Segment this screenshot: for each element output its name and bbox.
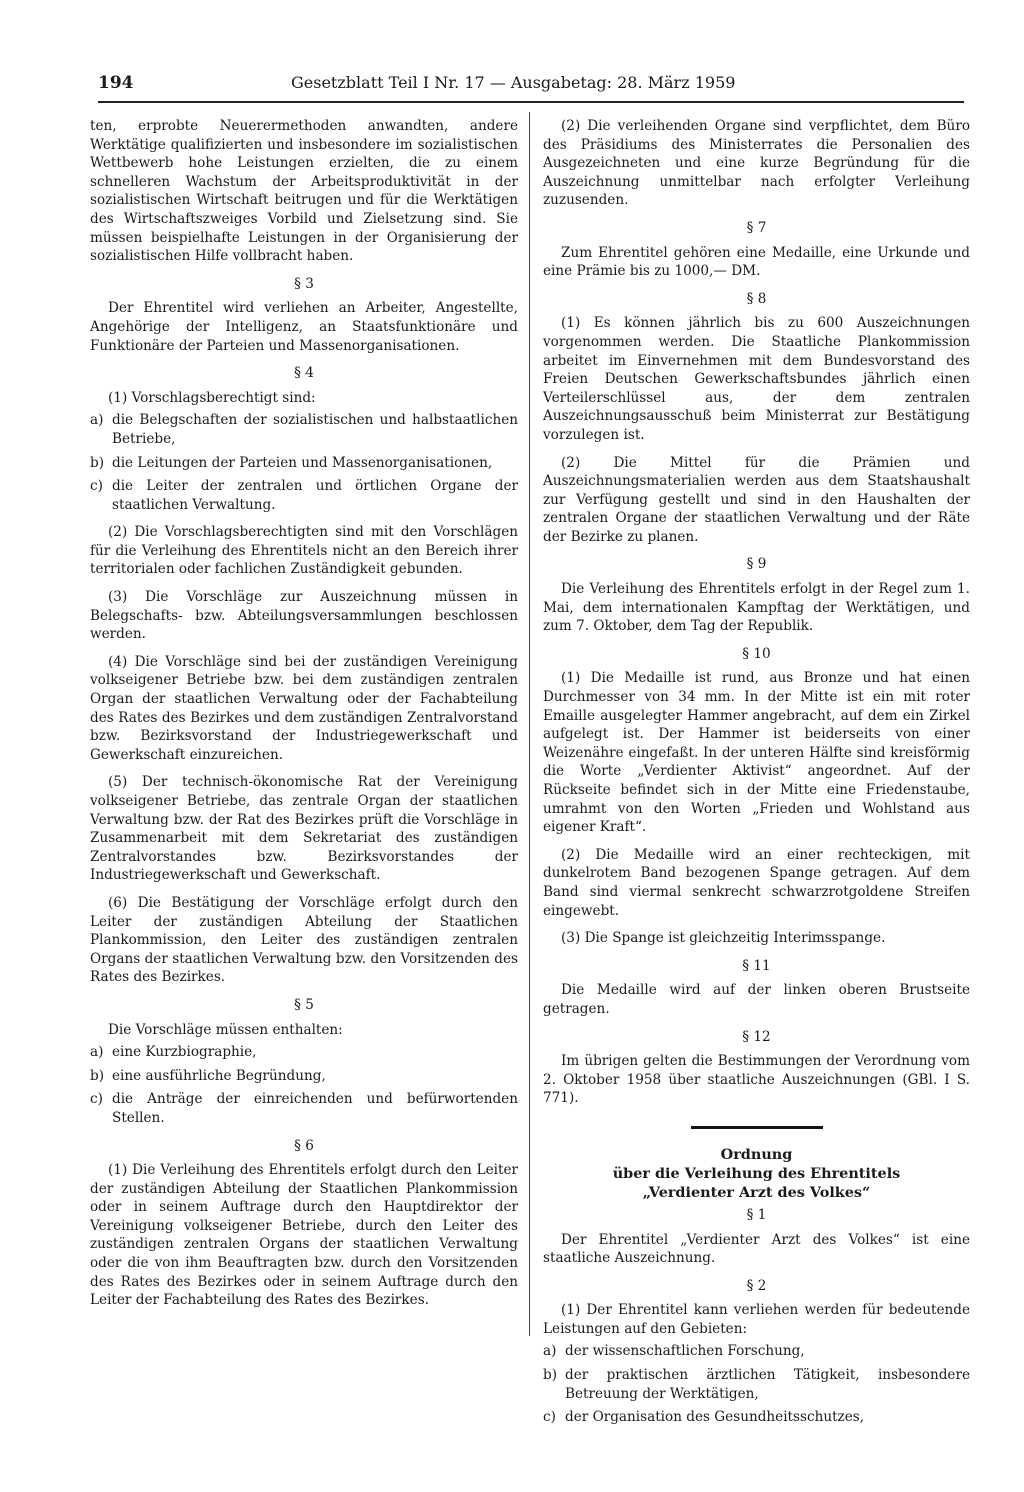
list-text: die Leitungen der Parteien und Massenorganisationen, [112, 454, 493, 471]
list-item [90, 454, 518, 473]
list-label: b) [90, 454, 105, 471]
section-heading-7: § 7 [746, 219, 767, 236]
list-text: eine Kurzbiographie, [112, 1044, 257, 1061]
list-text: die Anträge der einreichenden und befürwortenden Stellen. [112, 1091, 518, 1126]
list-label: a) [90, 1044, 104, 1061]
paragraph-s6-2: (2) Die verleihenden Organe sind verpflichtet, dem Büro des Präsidiums des Ministerrates die Personalien des Ausgezeichneten und eine kurze Begründung für die Auszeichnung unmittelbar nach erfolgter Verleihung zuzusenden. [543, 118, 970, 209]
ordinance-title-line-1: Ordnung [720, 1145, 793, 1163]
section-heading-6: § 6 [294, 1137, 314, 1154]
paragraph-s4-4: (4) Die Vorschläge sind bei der zuständigen Vereinigung volkseigener Betriebe bzw. bei dem zuständigen zentralen Organ der staatlichen Verwaltung oder der Fachabteilung des Rates des Bezirkes und dem zuständigen Zentralvorstand bzw. Bezirksvorstand der Industriegewerkschaft und Gewerkschaft einzureichen. [90, 653, 518, 763]
paragraph-s3: Der Ehrentitel wird verliehen an Arbeiter, Angestellte, Angehörige der Intelligenz, an Staatsfunktionäre und Funktionäre der Parteien und Massenorganisationen. [90, 300, 518, 354]
list-text: der wissenschaftlichen Forschung, [565, 1343, 805, 1360]
paragraph-s10-3: (3) Die Spange ist gleichzeitig Interimsspange. [561, 930, 886, 947]
section-heading-12: § 12 [742, 1028, 771, 1045]
paragraph-s10-1: (1) Die Medaille ist rund, aus Bronze und hat einen Durchmesser von 34 mm. In der Mitte ist ein mit roter Emaille ausgelegter Hammer angebracht, auf dem ein Zirkel aufgelegt ist. Der Hammer ist beiderseits von einer Weizenähre eingefaßt. In der unteren Hälfte sind kreisförmig die Worte „Verdienter Aktivist“ angeordnet. Auf der Rückseite befindet sich in der Mitte eine Friedenstaube, umrahmt von den Worten „Frieden und Wohlstand aus eigener Kraft“. [543, 670, 970, 836]
list-item [90, 1090, 518, 1127]
list-text: eine ausführliche Begründung, [112, 1067, 326, 1084]
section-heading-8: § 8 [746, 290, 767, 307]
list-text: der Organisation des Gesundheitsschutzes, [565, 1409, 865, 1426]
list-label: b) [543, 1367, 558, 1384]
left-column [90, 117, 518, 1319]
list-label: c) [90, 1091, 103, 1108]
section-heading-4: § 4 [294, 365, 314, 382]
paragraph-s8-2: (2) Die Mittel für die Prämien und Auszeichnungsmaterialien werden aus dem Staatshaushalt zur Verfügung gestellt und sind in den Haushalten der zentralen Organe der staatlichen Verwaltung und der Räte der Bezirke zu planen. [543, 454, 970, 545]
list-item [90, 411, 518, 448]
list-item [90, 1043, 518, 1062]
list-item [543, 1342, 970, 1361]
running-title: Gesetzblatt Teil I Nr. 17 — Ausgabetag: 28. März 1959 [291, 73, 736, 92]
list-text: der praktischen ärztlichen Tätigkeit, insbesondere Betreuung der Werktätigen, [565, 1367, 970, 1402]
page-number: 194 [98, 73, 134, 93]
list-item [543, 1366, 970, 1403]
paragraph-s4-2: (2) Die Vorschlagsberechtigten sind mit den Vorschlägen für die Verleihung des Ehrentitels nicht an den Bereich ihrer territorialen oder fachlichen Zuständigkeit gebunden. [90, 524, 518, 578]
section-heading-9: § 9 [746, 556, 767, 573]
paragraph-s6-1: (1) Die Verleihung des Ehrentitels erfolgt durch den Leiter der zuständigen Abteilung der Staatlichen Plankommission oder in seinem Auftrage durch den Hauptdirektor der Vereinigung volkseigener Betriebe, durch den Leiter des zuständigen zentralen Organs der staatlichen Verwaltung oder die von ihm Beauftragten bzw. durch den Vorsitzenden des Rates des Bezirkes oder in seinem Auftrage durch den Leiter der Fachabteilung des Rates des Bezirkes. [90, 1162, 518, 1309]
section-heading-10: § 10 [742, 645, 771, 662]
list-text: die Leiter der zentralen und örtlichen Organe der staatlichen Verwaltung. [112, 478, 518, 513]
paragraph-s5: Die Vorschläge müssen enthalten: [108, 1021, 343, 1038]
list-label: c) [543, 1409, 556, 1426]
list-label: c) [90, 478, 103, 495]
list-text: die Belegschaften der sozialistischen und halbstaatlichen Betriebe, [112, 412, 518, 447]
right-column [543, 117, 970, 1432]
ordinance-title-line-2: über die Verleihung des Ehrentitels [612, 1164, 901, 1182]
paragraph-ordinance-2: (1) Der Ehrentitel kann verliehen werden für bedeutende Leistungen auf den Gebieten: [543, 1302, 970, 1337]
list-item [90, 477, 518, 514]
list-label: a) [543, 1343, 557, 1360]
list-label: a) [90, 412, 104, 429]
section-heading-ordinance-2: § 2 [746, 1277, 767, 1294]
paragraph-s4-5: (5) Der technisch-ökonomische Rat der Vereinigung volkseigener Betriebe, das zentrale Organ der staatlichen Verwaltung bzw. der Rat des Bezirkes prüft die Vorschläge in Zusammenarbeit mit dem Sekretariat des zuständigen Zentralvorstandes bzw. Bezirksvorstandes der Industriegewerkschaft und Gewerkschaft. [90, 774, 518, 884]
column-divider [529, 112, 530, 1336]
paragraph-s8-1: (1) Es können jährlich bis zu 600 Auszeichnungen vorgenommen werden. Die Staatliche Plankommission arbeitet im Einvernehmen mit dem Bundesvorstand des Freien Deutschen Gewerkschaftsbundes jährlich einen Verteilerschlüssel aus, der dem zentralen Auszeichnungsausschuß beim Ministerrat zur Bestätigung vorzulegen ist. [543, 315, 970, 443]
header-rule [98, 101, 964, 103]
section-heading-11: § 11 [742, 957, 771, 974]
section-heading-ordinance-1: § 1 [746, 1206, 767, 1223]
list-label: b) [90, 1067, 105, 1084]
paragraph-s4-3: (3) Die Vorschläge zur Auszeichnung müssen in Belegschafts- bzw. Abteilungsversammlungen beschlossen werden. [90, 589, 518, 643]
paragraph-intro: ten, erprobte Neuerermethoden anwandten, andere Werktätige qualifizierten und insbesondere im sozialistischen Wettbewerb hohe Leistungen erzielten, die zu einem schnelleren Wachstum der Arbeitsproduktivität in der sozialistischen Wirtschaft beitrugen und für die Werktätigen des Wirtschaftszweiges Vorbild und Zielsetzung sind. Sie müssen beispielhafte Leistungen in der Organisierung der sozialistischen Hilfe vollbracht haben. [90, 118, 518, 265]
ordinance-title-line-3: „Verdienter Arzt des Volkes“ [642, 1183, 871, 1201]
paragraph-s12: Im übrigen gelten die Bestimmungen der Verordnung vom 2. Oktober 1958 über staatliche Auszeichnungen (GBl. I S. 771). [543, 1053, 970, 1107]
paragraph-s4-6: (6) Die Bestätigung der Vorschläge erfolgt durch den Leiter der zuständigen Abteilung der Staatlichen Plankommission, den Leiter des zuständigen zentralen Organs der staatlichen Verwaltung bzw. den Vorsitzenden des Rates des Bezirkes. [90, 894, 518, 986]
page-header [98, 73, 964, 97]
section-heading-3: § 3 [294, 275, 314, 292]
paragraph-s9: Die Verleihung des Ehrentitels erfolgt in der Regel zum 1. Mai, dem internationalen Kampftag der Werktätigen, und zum 7. Oktober, dem Tag der Republik. [543, 581, 970, 635]
list-item [543, 1408, 970, 1427]
list-item [90, 1067, 518, 1086]
paragraph-s4-1: (1) Vorschlagsberechtigt sind: [108, 389, 316, 406]
separator-rule [691, 1126, 823, 1129]
section-heading-5: § 5 [294, 996, 314, 1013]
paragraph-s10-2: (2) Die Medaille wird an einer rechteckigen, mit dunkelrotem Band bezogenen Spange getragen. Auf dem Band sind viermal senkrecht schwarzrotgoldene Streifen eingewebt. [543, 846, 970, 919]
paragraph-ordinance-1: Der Ehrentitel „Verdienter Arzt des Volkes“ ist eine staatliche Auszeichnung. [543, 1231, 970, 1267]
paragraph-s11: Die Medaille wird auf der linken oberen Brustseite getragen. [543, 982, 970, 1017]
paragraph-s7: Zum Ehrentitel gehören eine Medaille, eine Urkunde und eine Prämie bis zu 1000,— DM. [543, 244, 970, 280]
